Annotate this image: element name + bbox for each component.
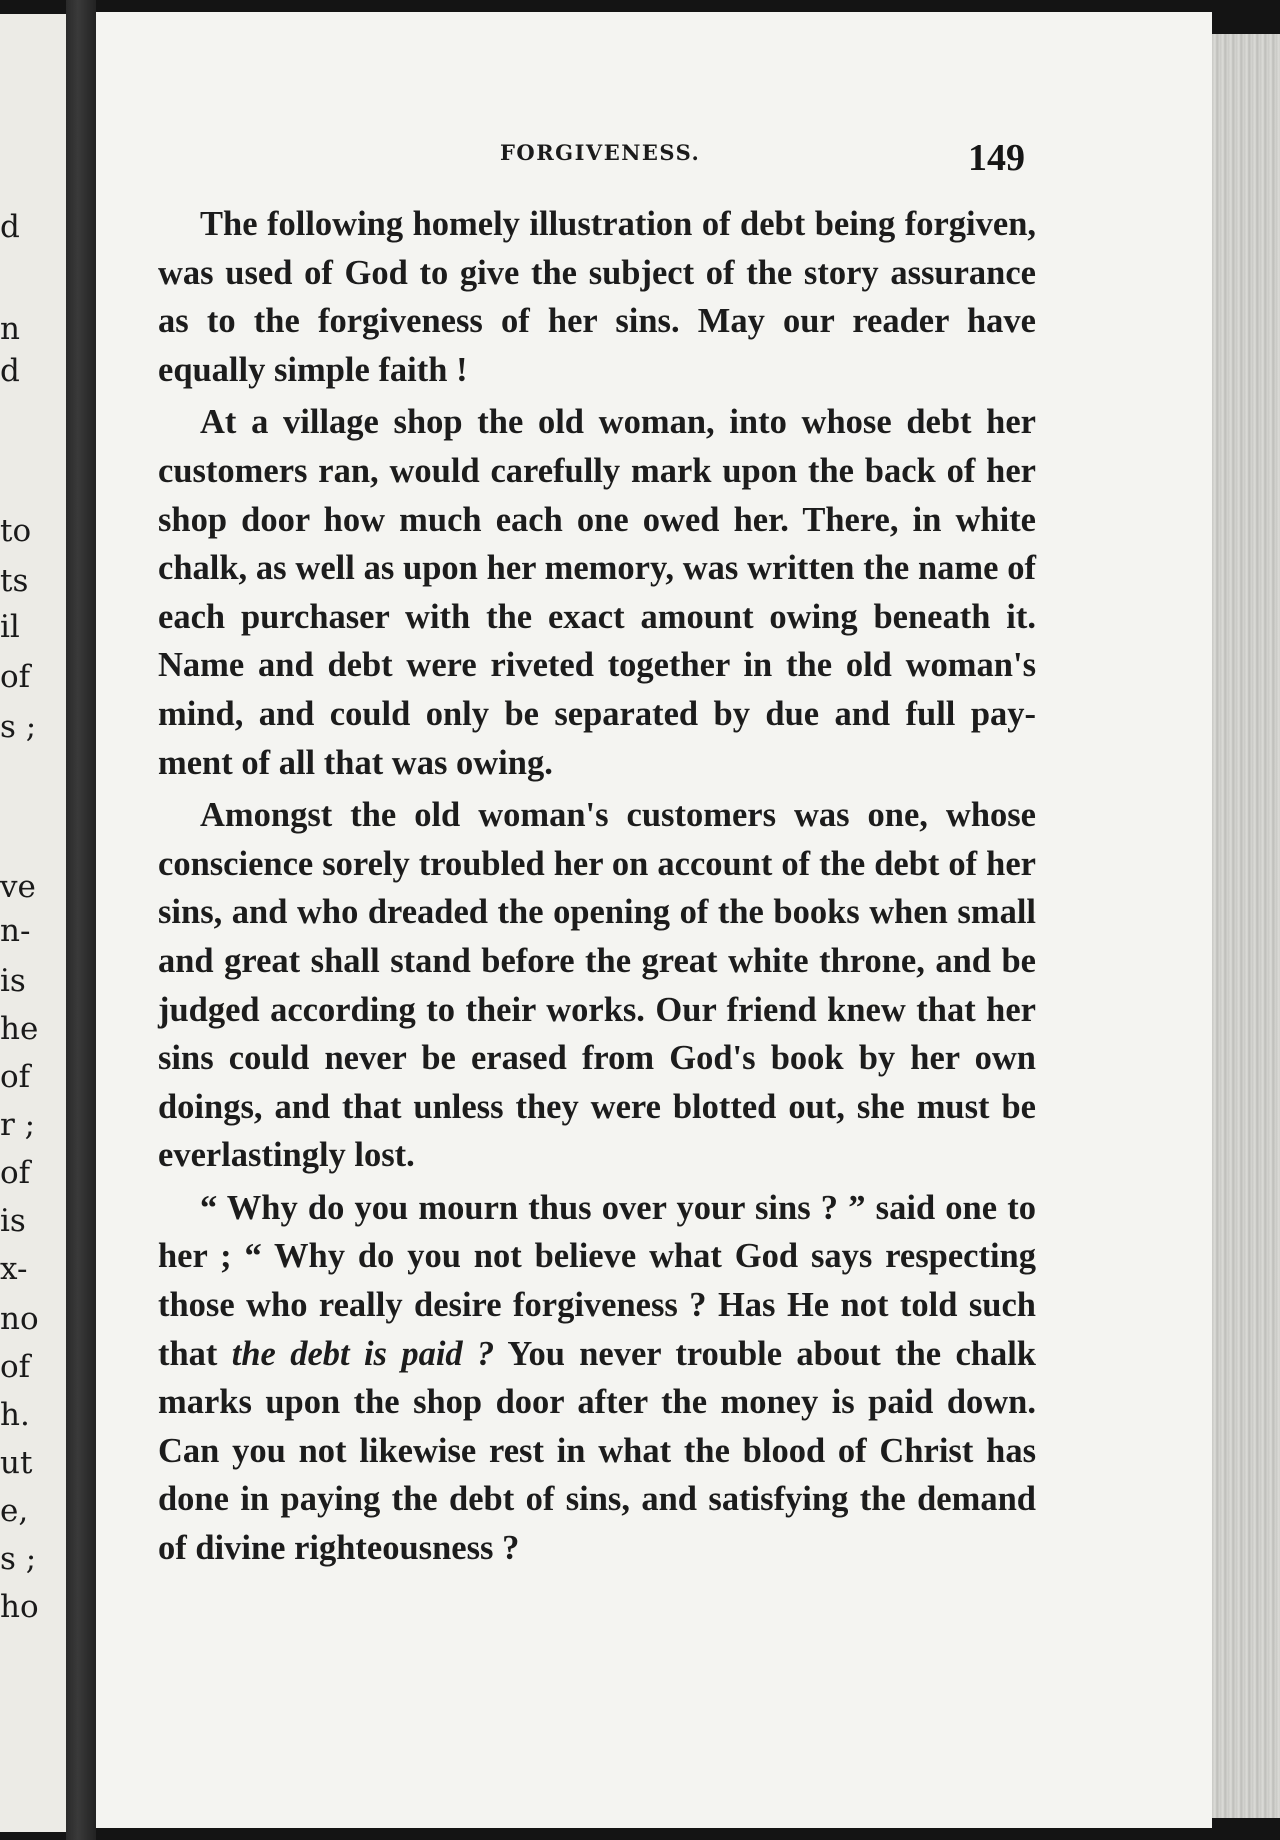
facing-page-fragment: of xyxy=(0,1349,31,1385)
facing-page-fragment: no xyxy=(0,1301,39,1337)
facing-page-fragment: n- xyxy=(0,913,31,949)
facing-page-fragment: ve xyxy=(0,869,36,905)
paragraph-text: “ Why do you mourn thus over your sins ? ” said one to her ; “ Why do you not believe what God says respecting those who really desire forgiveness ? Has He not told such that xyxy=(158,1188,1036,1373)
facing-page-fragment: ut xyxy=(0,1445,33,1481)
paragraph xyxy=(158,1184,1036,1573)
facing-page-fragment: n xyxy=(0,311,20,347)
page-number: 149 xyxy=(968,137,1025,179)
facing-page-fragment: x- xyxy=(0,1251,28,1287)
body-text xyxy=(158,200,1036,1573)
paragraph: Amongst the old woman's customers was one, whose conscience sorely troubled her on account of the debt of her sins, and who dreaded the opening of the books when small and great shall stand before the great white throne, and be judged according to their works. Our friend knew that her sins could never be erased from God's book by her own doings, and that unless they were blotted out, she must be everlastingly lost. xyxy=(158,796,1036,1175)
paragraph-text: You never trouble about the chalk marks upon the shop door after the money is paid down. Can you not likewise rest in what the blood of Christ has done in paying the debt of sins, and satisfying the demand of divine righteousness ? xyxy=(158,1334,1036,1568)
facing-page-fragment: s ; xyxy=(0,709,37,745)
facing-page-fragment: to xyxy=(0,513,32,549)
italic-phrase: the debt is paid ? xyxy=(231,1334,495,1373)
facing-page-fragment: of xyxy=(0,659,31,695)
book-gutter xyxy=(66,0,96,1840)
facing-page-fragment: is xyxy=(0,963,26,999)
facing-page-fragment: il xyxy=(0,609,20,645)
page-edges xyxy=(1212,34,1280,1818)
facing-page-fragment: of xyxy=(0,1059,31,1095)
facing-page-fragment: d xyxy=(0,353,20,389)
facing-page-fragment: d xyxy=(0,209,20,245)
facing-page-fragment: h. xyxy=(0,1397,30,1433)
facing-page-fragment: ts xyxy=(0,563,29,599)
facing-page-fragment: he xyxy=(0,1011,39,1047)
facing-page-fragment: s ; xyxy=(0,1541,37,1577)
facing-page-fragment: r ; xyxy=(0,1107,36,1143)
paragraph: At a village shop the old woman, into whose debt her customers ran, would carefully mark upon the back of her shop door how much each one owed her. There, in white chalk, as well as upon her memory, was written the name of each purchaser with the exact amount owing beneath it. Name and debt were riveted together in the old woman's mind, and could only be separated by due and full pay-ment of all that was owing. xyxy=(158,403,1036,782)
paragraph: The following homely illustration of debt being forgiven, was used of God to give the subject of the story assurance as to the forgiveness of her sins. May our reader have equally simple faith ! xyxy=(158,205,1036,389)
facing-page-fragment: ho xyxy=(0,1589,39,1625)
facing-page-edge xyxy=(0,14,66,1832)
running-head: FORGIVENESS. xyxy=(500,140,701,165)
facing-page-fragment: of xyxy=(0,1155,31,1191)
facing-page-fragment: e, xyxy=(0,1493,29,1529)
facing-page-fragment: is xyxy=(0,1203,26,1239)
